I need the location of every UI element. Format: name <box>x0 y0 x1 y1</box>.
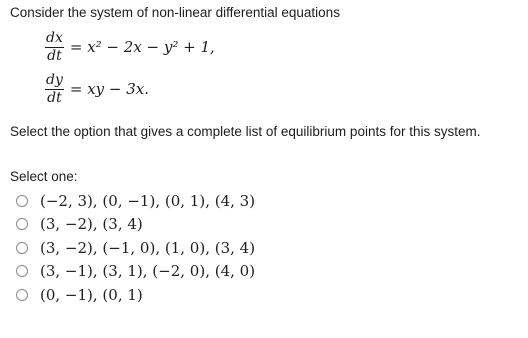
derivative-denominator: dt <box>47 89 62 106</box>
option-text: (3, −2), (−1, 0), (1, 0), (3, 4) <box>40 238 256 257</box>
derivative-numerator: dx <box>46 29 63 46</box>
select-one-label: Select one: <box>10 169 78 184</box>
derivative-numerator: dy <box>46 71 63 88</box>
radio-button[interactable] <box>16 289 28 301</box>
answer-option-3[interactable] <box>16 236 255 260</box>
option-text: (3, −1), (3, 1), (−2, 0), (4, 0) <box>40 262 256 281</box>
answer-option-2[interactable] <box>16 213 255 237</box>
answer-option-1[interactable] <box>16 189 255 213</box>
radio-button[interactable] <box>16 195 28 207</box>
answer-option-4[interactable] <box>16 260 255 284</box>
equation-system <box>45 26 215 110</box>
option-text: (3, −2), (3, 4) <box>40 215 143 234</box>
equation-rhs: = xy − 3x. <box>69 80 150 98</box>
equation-dy-dt <box>45 68 215 110</box>
derivative-dx-dt <box>45 31 64 63</box>
answer-option-5[interactable] <box>16 283 255 307</box>
option-text: (−2, 3), (0, −1), (0, 1), (4, 3) <box>40 191 256 210</box>
derivative-denominator: dt <box>47 47 62 64</box>
equation-dx-dt <box>45 26 215 68</box>
answer-options <box>16 189 255 307</box>
question-prompt: Select the option that gives a complete list of equilibrium points for this system. <box>10 124 481 139</box>
equation-rhs: = x² − 2x − y² + 1, <box>69 38 215 56</box>
question-intro: Consider the system of non-linear differential equations <box>10 5 340 20</box>
option-text: (0, −1), (0, 1) <box>40 285 143 304</box>
derivative-dy-dt <box>45 73 64 105</box>
radio-button[interactable] <box>16 242 28 254</box>
radio-button[interactable] <box>16 265 28 277</box>
radio-button[interactable] <box>16 218 28 230</box>
